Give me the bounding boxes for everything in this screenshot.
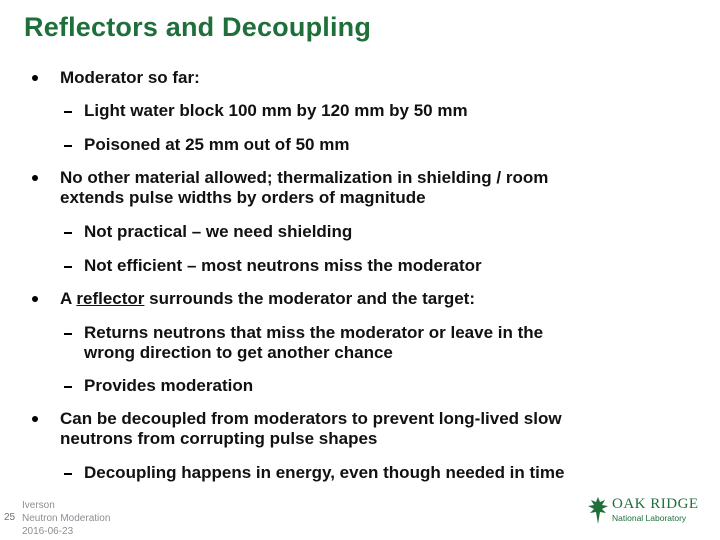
- footer-info: [22, 499, 110, 538]
- bullet-icon: [32, 416, 38, 422]
- bullet-item-line: Can be decoupled from moderators to prevent long-lived slow: [60, 409, 562, 428]
- sub-bullet-item-line: wrong direction to get another chance: [84, 343, 393, 362]
- footer-subject: Neutron Moderation: [22, 513, 111, 524]
- sub-bullet-item: Poisoned at 25 mm out of 50 mm: [84, 135, 350, 154]
- reflector-term: reflector: [76, 289, 145, 308]
- bullet-icon: [32, 296, 38, 302]
- dash-icon: [64, 111, 72, 113]
- sub-bullet-item: Light water block 100 mm by 120 mm by 50 mm: [84, 101, 468, 120]
- text-segment: A: [60, 289, 77, 308]
- oak-ridge-logo: [586, 496, 702, 526]
- sub-bullet-item: [84, 323, 543, 363]
- bullet-item-line: extends pulse widths by orders of magnitude: [60, 188, 426, 207]
- bullet-item-line: No other material allowed; thermalization in shielding / room: [60, 168, 549, 187]
- bullet-item: Moderator so far:: [60, 68, 200, 87]
- dash-icon: [64, 473, 72, 475]
- footer-author: Iverson: [22, 500, 55, 511]
- sub-bullet-item: Provides moderation: [84, 376, 254, 395]
- bullet-item: [60, 409, 562, 449]
- bullet-item: [60, 289, 475, 309]
- sub-bullet-item: Not efficient – most neutrons miss the moderator: [84, 256, 482, 275]
- dash-icon: [64, 145, 72, 147]
- dash-icon: [64, 333, 72, 335]
- text-segment: surrounds the moderator and the target:: [144, 289, 475, 308]
- dash-icon: [64, 232, 72, 234]
- slide-title: Reflectors and Decoupling: [24, 12, 372, 42]
- dash-icon: [64, 266, 72, 268]
- bullet-icon: [32, 175, 38, 181]
- bullet-icon: [32, 75, 38, 81]
- logo-line1: OAK RIDGE: [612, 496, 699, 512]
- sub-bullet-item-line: Returns neutrons that miss the moderator or leave in the: [84, 323, 544, 342]
- dash-icon: [64, 386, 72, 388]
- sub-bullet-item: Decoupling happens in energy, even though needed in time: [84, 463, 565, 482]
- sub-bullet-item: Not practical – we need shielding: [84, 222, 353, 241]
- footer-date: 2016-06-23: [22, 526, 74, 537]
- logo-line2: National Laboratory: [612, 513, 687, 523]
- oak-ridge-leaf-icon: [586, 496, 610, 526]
- bullet-item-line: neutrons from corrupting pulse shapes: [60, 429, 378, 448]
- page-number: 25: [4, 512, 16, 523]
- bullet-item: [60, 168, 548, 208]
